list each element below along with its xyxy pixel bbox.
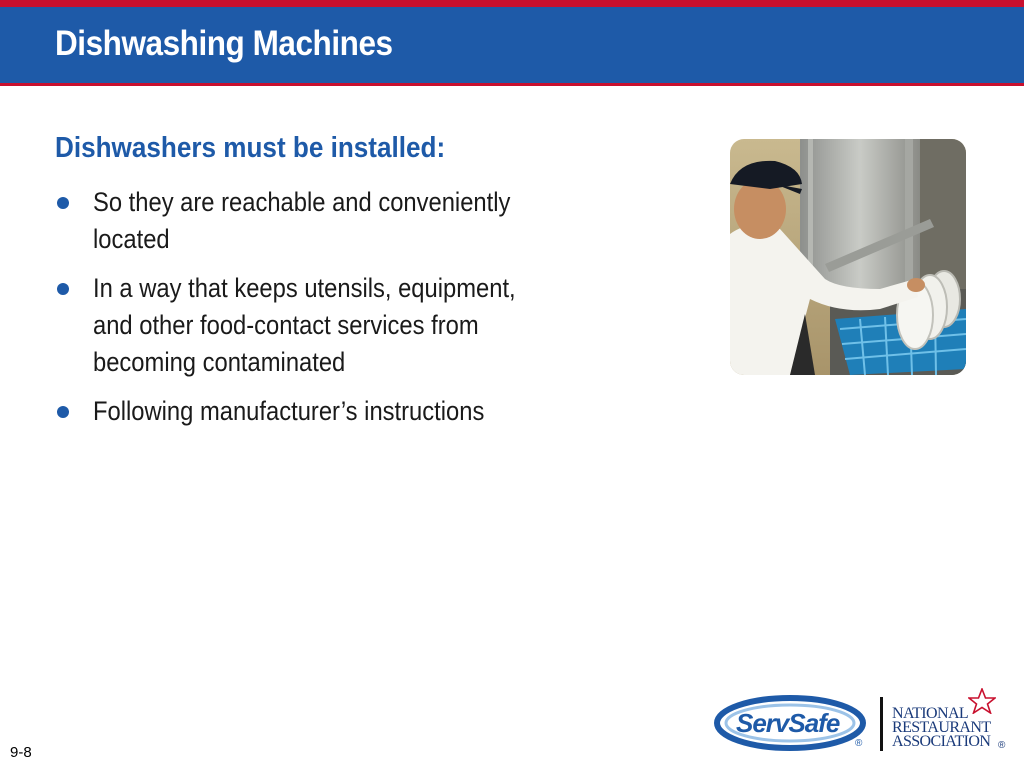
- top-red-stripe: [0, 0, 1024, 7]
- bullet-line: and other food-contact services from: [93, 310, 479, 340]
- bullet-line: Following manufacturer’s instructions: [93, 396, 485, 426]
- photo-worker-loading-dish-rack-icon: [730, 139, 966, 375]
- star-icon: [968, 688, 996, 714]
- nra-logo-line: RESTAURANT: [892, 719, 991, 736]
- bullet-line: In a way that keeps utensils, equipment,: [93, 273, 516, 303]
- bullet-dot-icon: [57, 406, 69, 418]
- bullet-line: So they are reachable and conveniently: [93, 187, 511, 217]
- bullet-item: [55, 184, 575, 258]
- subheading: Dishwashers must be installed:: [55, 132, 446, 164]
- bullet-list: [55, 184, 575, 442]
- dishwasher-photo: [730, 139, 966, 375]
- bullet-dot-icon: [57, 283, 69, 295]
- servsafe-logo-text: ServSafe: [736, 708, 840, 738]
- bullet-line: becoming contaminated: [93, 347, 346, 377]
- nra-logo-line: ASSOCIATION: [892, 733, 991, 750]
- nra-logo-line: NATIONAL: [892, 705, 969, 722]
- bullet-dot-icon: [57, 197, 69, 209]
- logo-divider: [880, 697, 883, 751]
- title-bar-underline: [0, 83, 1024, 86]
- bullet-item: [55, 393, 575, 430]
- servsafe-logo: [714, 694, 870, 754]
- slide-title: Dishwashing Machines: [55, 24, 393, 63]
- nra-logo: [892, 690, 1012, 754]
- page-number: 9-8: [10, 744, 32, 761]
- nra-registered-mark: ®: [998, 740, 1006, 751]
- bullet-item: [55, 270, 575, 381]
- servsafe-registered-mark: ®: [855, 738, 863, 749]
- bullet-line: located: [93, 224, 170, 254]
